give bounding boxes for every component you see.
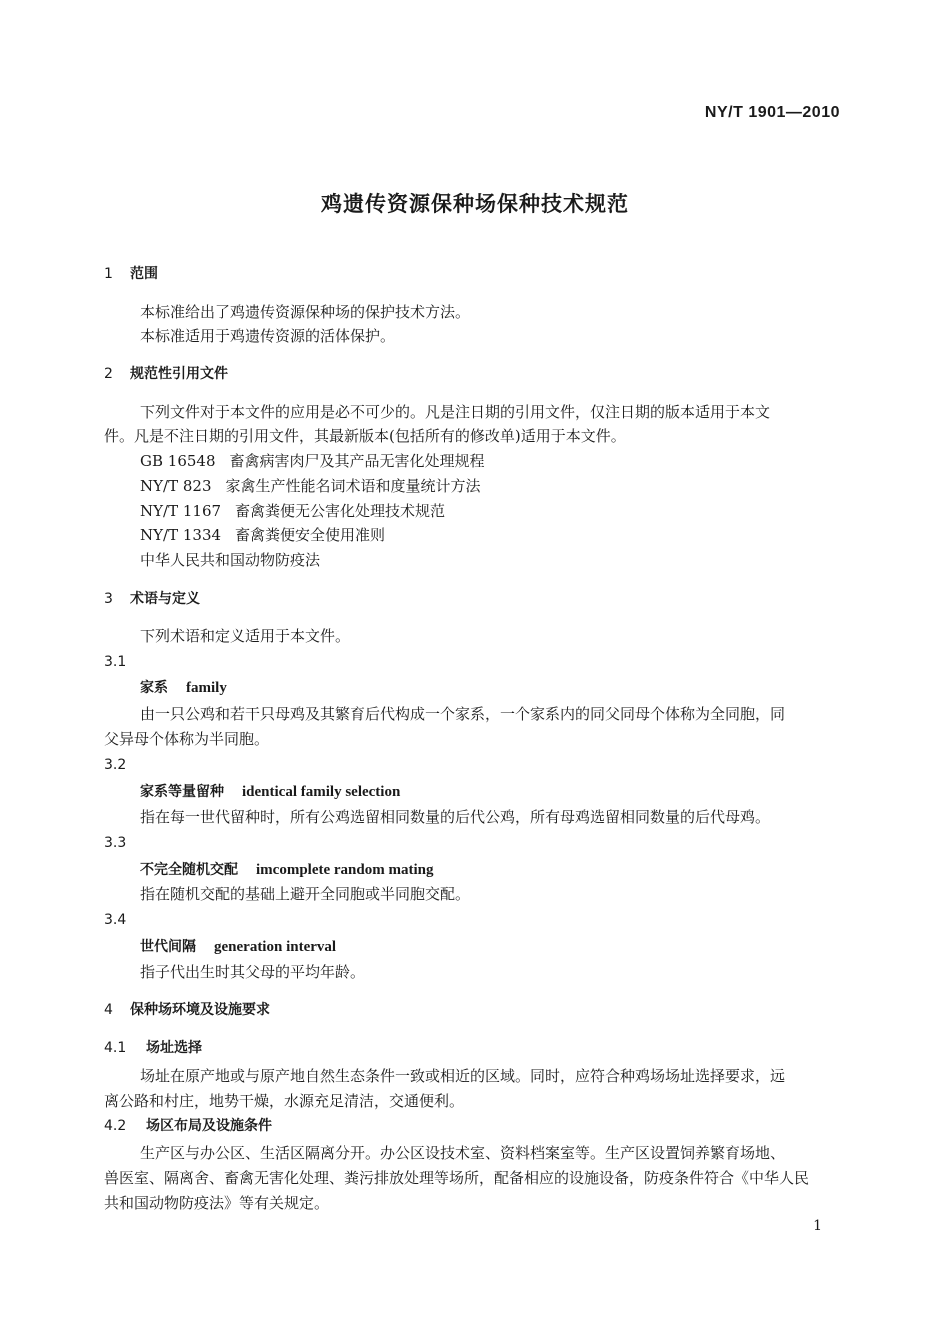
section-title: 术语与定义 bbox=[130, 591, 200, 607]
section-number: 1 bbox=[104, 266, 113, 282]
section-3-heading bbox=[104, 589, 200, 609]
subsection-heading bbox=[104, 1038, 202, 1058]
reference-item bbox=[140, 501, 445, 521]
term-heading bbox=[140, 782, 400, 802]
reference-item bbox=[140, 451, 485, 471]
subsection-number: 4.2 bbox=[104, 1118, 127, 1134]
reference-code: NY/T 1167 bbox=[140, 502, 222, 520]
paragraph-line: 离公路和村庄，地势干燥，水源充足清洁，交通便利。 bbox=[104, 1092, 465, 1110]
reference-title: 畜禽粪便无公害化处理技术规范 bbox=[235, 502, 446, 520]
term-number: 3.3 bbox=[104, 835, 127, 851]
subsection-heading bbox=[104, 1116, 272, 1136]
section-title: 范围 bbox=[130, 266, 158, 282]
reference-code: GB 16548 bbox=[140, 452, 216, 470]
term-definition: 由一只公鸡和若干只母鸡及其繁育后代构成一个家系，一个家系内的同父同母个体称为全同胞，同 bbox=[140, 705, 786, 723]
subsection-title: 场址选择 bbox=[146, 1040, 202, 1056]
reference-law: 中华人民共和国动物防疫法 bbox=[140, 551, 321, 569]
term-en: family bbox=[186, 680, 227, 696]
reference-title: 畜禽病害肉尸及其产品无害化处理规程 bbox=[229, 452, 485, 470]
section-2-heading bbox=[104, 364, 228, 384]
term-number: 3.2 bbox=[104, 757, 127, 773]
section-number: 4 bbox=[104, 1002, 113, 1018]
paragraph: 本标准给出了鸡遗传资源保种场的保护技术方法。 bbox=[140, 303, 471, 321]
paragraph-line: 兽医室、隔离舍、畜禽无害化处理、粪污排放处理等场所，配备相应的设施设备，防疫条件符合《中华人民 bbox=[104, 1169, 810, 1187]
section-1-heading bbox=[104, 264, 158, 284]
reference-title: 畜禽粪便安全使用准则 bbox=[235, 526, 386, 544]
term-heading bbox=[140, 937, 336, 957]
section-title: 规范性引用文件 bbox=[130, 366, 228, 382]
paragraph-line: 场址在原产地或与原产地自然生态条件一致或相近的区域。同时，应符合种鸡场场址选择要求，远 bbox=[140, 1067, 786, 1085]
term-definition: 指在每一世代留种时，所有公鸡选留相同数量的后代公鸡，所有母鸡选留相同数量的后代母鸡。 bbox=[140, 808, 771, 826]
term-number: 3.1 bbox=[104, 654, 127, 670]
paragraph-line: 共和国动物防疫法》等有关规定。 bbox=[104, 1194, 330, 1212]
paragraph: 下列术语和定义适用于本文件。 bbox=[140, 627, 351, 645]
term-zh: 不完全随机交配 bbox=[140, 862, 238, 878]
reference-code: NY/T 1334 bbox=[140, 526, 222, 544]
page-number: 1 bbox=[813, 1218, 822, 1234]
section-number: 2 bbox=[104, 366, 113, 382]
term-definition: 指在随机交配的基础上避开全同胞或半同胞交配。 bbox=[140, 885, 471, 903]
term-en: identical family selection bbox=[242, 784, 401, 800]
paragraph-line: 下列文件对于本文件的应用是必不可少的。凡是注日期的引用文件，仅注日期的版本适用于本文 bbox=[140, 403, 771, 421]
paragraph-line: 件。凡是不注日期的引用文件，其最新版本(包括所有的修改单)适用于本文件。 bbox=[104, 427, 626, 445]
subsection-title: 场区布局及设施条件 bbox=[146, 1118, 272, 1134]
term-zh: 世代间隔 bbox=[140, 939, 196, 955]
standard-number: NY/T 1901—2010 bbox=[704, 104, 840, 121]
reference-item bbox=[140, 476, 481, 496]
term-zh: 家系 bbox=[140, 680, 168, 696]
paragraph-line: 生产区与办公区、生活区隔离分开。办公区设技术室、资料档案室等。生产区设置饲养繁育场地、 bbox=[140, 1144, 786, 1162]
term-number: 3.4 bbox=[104, 912, 127, 928]
term-definition: 父异母个体称为半同胞。 bbox=[104, 730, 270, 748]
term-heading bbox=[140, 678, 227, 698]
section-4-heading bbox=[104, 1000, 270, 1020]
reference-title: 家禽生产性能名词术语和度量统计方法 bbox=[225, 477, 481, 495]
subsection-number: 4.1 bbox=[104, 1040, 127, 1056]
term-en: imcomplete random mating bbox=[256, 862, 434, 878]
reference-code: NY/T 823 bbox=[140, 477, 212, 495]
term-heading bbox=[140, 860, 433, 880]
paragraph: 本标准适用于鸡遗传资源的活体保护。 bbox=[140, 327, 396, 345]
term-definition: 指子代出生时其父母的平均年龄。 bbox=[140, 963, 366, 981]
reference-item bbox=[140, 525, 385, 545]
section-title: 保种场环境及设施要求 bbox=[130, 1002, 270, 1018]
document-title: 鸡遗传资源保种场保种技术规范 bbox=[321, 192, 629, 216]
term-zh: 家系等量留种 bbox=[140, 784, 224, 800]
term-en: generation interval bbox=[214, 939, 337, 955]
section-number: 3 bbox=[104, 591, 113, 607]
